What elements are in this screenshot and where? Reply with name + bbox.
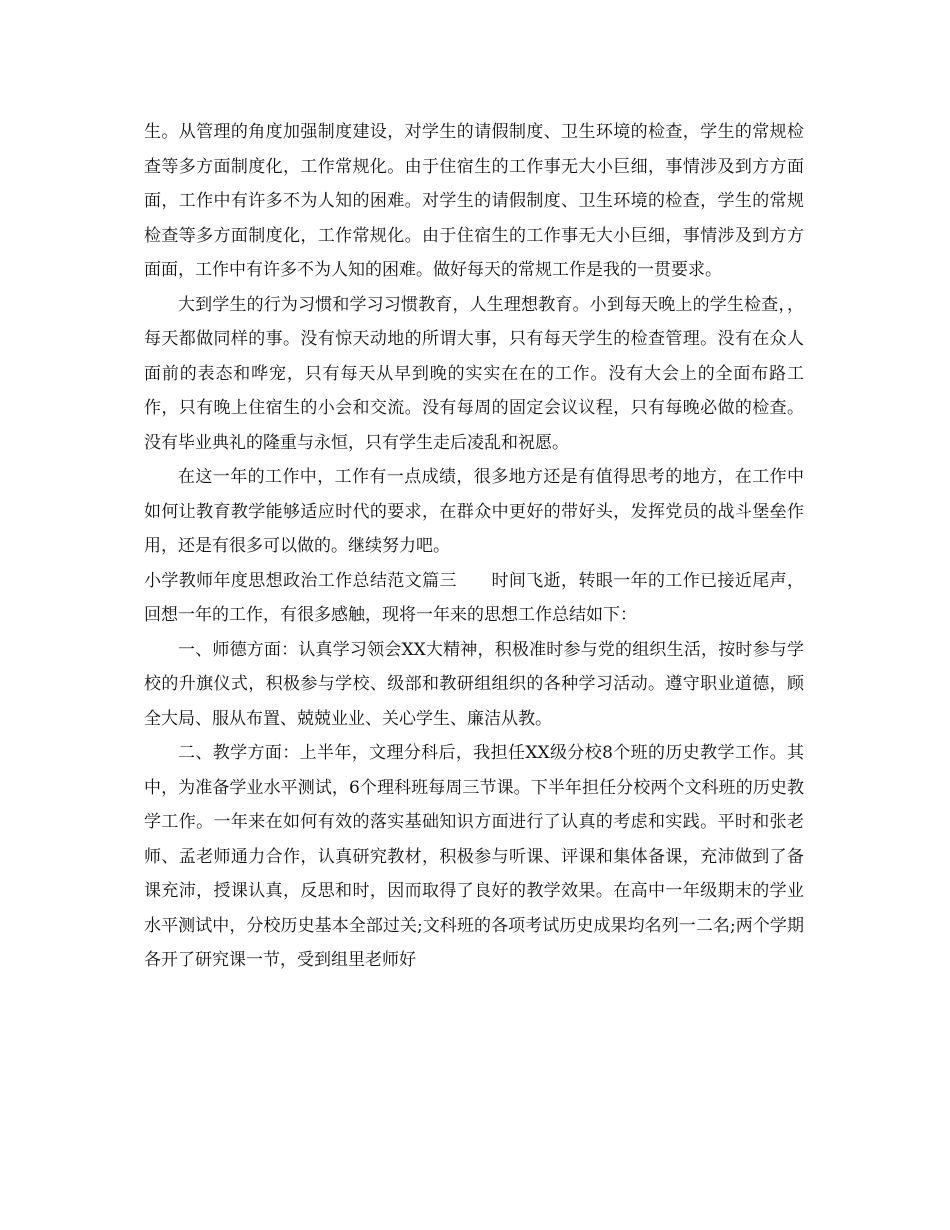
paragraph-teaching: 二、教学方面：上半年，文理分科后，我担任XX级分校8个班的历史教学工作。其中，为准备学业水平测试，6个理科班每周三节课。下半年担任分校两个文科班的历史教学工作。一年来在如何有效的落实基础知识方面进行了认真的考虑和实践。平时和张老师、孟老师通力合作，认真研究教材，积极参与听课、评课和集体备课，充沛做到了备课充沛，授课认真，反思和时，因而取得了良好的教学效果。在高中一年级期末的学业水平测试中，分校历史基本全部过关;文科班的各项考试历史成果均名列一二名;两个学期各开了研究课一节，受到组里老师好 bbox=[144, 743, 804, 970]
section-heading-paragraph: 小学教师年度思想政治工作总结范文篇三 时间飞逝，转眼一年的工作已接近尾声，回想一年的工作，有很多感触，现将一年来的思想工作总结如下： bbox=[144, 570, 804, 625]
paragraph-ethics: 一、师德方面：认真学习领会XX大精神，积极准时参与党的组织生活，按时参与学校的升旗仪式，积极参与学校、级部和教研组组织的各种学习活动。遵守职业道德，顾全大局、服从布置、兢兢业业、关心学生、廉洁从教。 bbox=[144, 639, 804, 729]
paragraph-1: 生。从管理的角度加强制度建设，对学生的请假制度、卫生环境的检查，学生的常规检查等多方面制度化，工作常规化。由于住宿生的工作事无大小巨细，事情涉及到方方面面，工作中有许多不为人知的困难。对学生的请假制度、卫生环境的检查，学生的常规检查等多方面制度化，工作常规化。由于住宿生的工作事无大小巨细，事情涉及到方方面面，工作中有许多不为人知的困难。做好每天的常规工作是我的一贯要求。 bbox=[144, 122, 804, 280]
paragraph-2: 大到学生的行为习惯和学习习惯教育，人生理想教育。小到每天晚上的学生检查，，每天都做同样的事。没有惊天动地的所谓大事，只有每天学生的检查管理。没有在众人面前的表态和哗宠，只有每天从早到晚的实实在在的工作。没有大会上的全面布路工作，只有晚上住宿生的小会和交流。没有每周的固定会议议程，只有每晚必做的检查。没有毕业典礼的隆重与永恒，只有学生走后凌乱和祝愿。 bbox=[144, 294, 804, 453]
paragraph-3: 在这一年的工作中，工作有一点成绩，很多地方还是有值得思考的地方，在工作中如何让教育教学能够适应时代的要求，在群众中更好的带好头，发挥党员的战斗堡垒作用，还是有很多可以做的。继续努力吧。 bbox=[144, 467, 804, 556]
document-page bbox=[144, 115, 804, 978]
